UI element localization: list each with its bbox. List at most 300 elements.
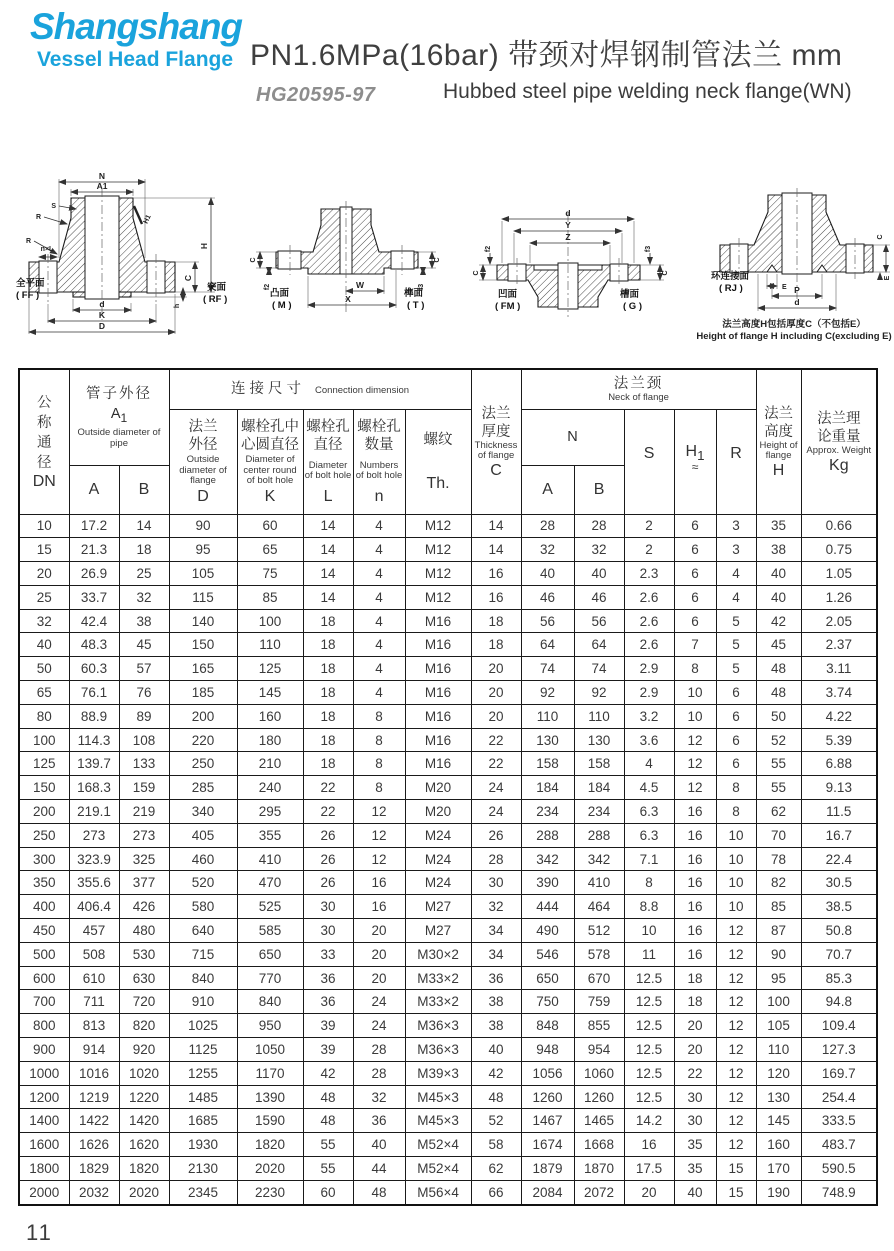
table-cell: 450 — [19, 919, 69, 943]
table-cell: 74 — [521, 657, 574, 681]
table-cell: 6 — [716, 704, 756, 728]
table-cell: 10 — [624, 919, 674, 943]
col-header-s: S — [624, 409, 674, 514]
table-cell: 580 — [169, 895, 237, 919]
table-cell: 12 — [353, 800, 405, 824]
table-row — [19, 1085, 877, 1109]
table-row — [19, 895, 877, 919]
table-cell: 90 — [169, 514, 237, 538]
logo-title: Shangshang — [30, 6, 243, 47]
table-cell: 3 — [716, 538, 756, 562]
table-row — [19, 1133, 877, 1157]
table-cell: 1200 — [19, 1085, 69, 1109]
table-cell: 1800 — [19, 1157, 69, 1181]
table-cell: 1260 — [574, 1085, 624, 1109]
table-cell: 285 — [169, 776, 237, 800]
table-cell: 20 — [624, 1180, 674, 1204]
table-cell: 20 — [674, 1014, 716, 1038]
table-cell: 64 — [574, 633, 624, 657]
table-cell: 4.22 — [801, 704, 877, 728]
table-row — [19, 1109, 877, 1133]
table-cell: 50 — [756, 704, 801, 728]
table-cell: 8 — [674, 657, 716, 681]
table-cell: 32 — [574, 538, 624, 562]
table-cell: 350 — [19, 871, 69, 895]
table-cell: 1485 — [169, 1085, 237, 1109]
table-cell: 6 — [674, 585, 716, 609]
table-cell: 48 — [353, 1180, 405, 1204]
table-cell: 15 — [19, 538, 69, 562]
table-cell: 3.11 — [801, 657, 877, 681]
table-cell: 300 — [19, 847, 69, 871]
dim-label-N: N — [98, 171, 106, 181]
table-cell: 10 — [674, 704, 716, 728]
table-cell: 21.3 — [69, 538, 119, 562]
table-cell: 133 — [119, 752, 169, 776]
table-cell: 520 — [169, 871, 237, 895]
table-cell: 12.5 — [624, 1014, 674, 1038]
table-cell: 2.05 — [801, 609, 877, 633]
table-cell: 840 — [169, 966, 237, 990]
table-cell: 22.4 — [801, 847, 877, 871]
table-cell: 2032 — [69, 1180, 119, 1204]
table-cell: 410 — [237, 847, 303, 871]
table-cell: 40 — [756, 585, 801, 609]
table-cell: 100 — [756, 990, 801, 1014]
table-cell: 160 — [756, 1133, 801, 1157]
table-cell: 610 — [69, 966, 119, 990]
table-cell: 14 — [303, 538, 353, 562]
table-cell: 85.3 — [801, 966, 877, 990]
table-cell: 25 — [19, 585, 69, 609]
table-cell: 94.8 — [801, 990, 877, 1014]
table-cell: 3.74 — [801, 681, 877, 705]
table-cell: 76 — [119, 681, 169, 705]
table-cell: 18 — [303, 704, 353, 728]
table-cell: 650 — [237, 942, 303, 966]
face-caption-m: 凸面 — [270, 288, 290, 299]
table-cell: 62 — [471, 1157, 521, 1181]
table-cell: 140 — [169, 609, 237, 633]
table-cell: 14 — [303, 562, 353, 586]
table-cell: 4 — [353, 609, 405, 633]
table-cell: 42 — [303, 1061, 353, 1085]
table-cell: 406.4 — [69, 895, 119, 919]
table-cell: 1260 — [521, 1085, 574, 1109]
col-header-pipe-b: B — [119, 465, 169, 514]
table-cell: 15 — [716, 1180, 756, 1204]
flange-drawing-fm-g — [472, 205, 672, 320]
dim-label-S: S — [51, 203, 56, 210]
table-cell: 1400 — [19, 1109, 69, 1133]
table-cell: 12.5 — [624, 990, 674, 1014]
table-cell: 12 — [716, 1109, 756, 1133]
table-cell: M52×4 — [405, 1133, 471, 1157]
table-cell: M33×2 — [405, 990, 471, 1014]
table-cell: 1829 — [69, 1157, 119, 1181]
col-header-n: 螺栓孔数量 Numbers of bolt hole n — [353, 409, 405, 514]
table-cell: 30 — [471, 871, 521, 895]
face-caption-rf: 突面 — [207, 282, 227, 293]
face-caption-t: 榫面 — [404, 288, 424, 299]
dim-label-A1: A1 — [96, 181, 108, 191]
table-cell: 2084 — [521, 1180, 574, 1204]
table-cell: 100 — [19, 728, 69, 752]
table-cell: 6 — [716, 752, 756, 776]
table-cell: 34 — [471, 919, 521, 943]
table-cell: 512 — [574, 919, 624, 943]
table-cell: 5 — [716, 657, 756, 681]
table-cell: 48.3 — [69, 633, 119, 657]
table-cell: 8 — [624, 871, 674, 895]
table-cell: 12 — [674, 776, 716, 800]
table-cell: 234 — [521, 800, 574, 824]
table-row — [19, 1157, 877, 1181]
table-cell: 70 — [756, 823, 801, 847]
table-cell: 820 — [119, 1014, 169, 1038]
table-cell: 42 — [756, 609, 801, 633]
table-cell: 295 — [237, 800, 303, 824]
table-cell: M12 — [405, 585, 471, 609]
table-cell: 32 — [521, 538, 574, 562]
dim-label-C: C — [877, 234, 884, 240]
table-cell: 58 — [471, 1133, 521, 1157]
table-cell: 700 — [19, 990, 69, 1014]
table-cell: 460 — [169, 847, 237, 871]
table-cell: 40 — [574, 562, 624, 586]
flange-drawing-ff-rf — [15, 170, 250, 342]
table-cell: 4 — [716, 562, 756, 586]
table-cell: 405 — [169, 823, 237, 847]
table-cell: 55 — [756, 776, 801, 800]
table-cell: 250 — [169, 752, 237, 776]
table-cell: 1.05 — [801, 562, 877, 586]
table-cell: 95 — [169, 538, 237, 562]
table-row — [19, 562, 877, 586]
table-cell: 17.5 — [624, 1157, 674, 1181]
table-cell: 954 — [574, 1038, 624, 1062]
table-cell: 1219 — [69, 1085, 119, 1109]
table-cell: 36 — [353, 1109, 405, 1133]
table-cell: 355.6 — [69, 871, 119, 895]
table-cell: M16 — [405, 657, 471, 681]
table-cell: 87 — [756, 919, 801, 943]
table-cell: 76.1 — [69, 681, 119, 705]
table-cell: 630 — [119, 966, 169, 990]
table-row — [19, 538, 877, 562]
table-cell: 16 — [624, 1133, 674, 1157]
table-cell: 14 — [471, 514, 521, 538]
table-cell: M12 — [405, 562, 471, 586]
dim-label-C: C — [183, 274, 193, 282]
table-cell: M24 — [405, 847, 471, 871]
table-cell: 56 — [521, 609, 574, 633]
flange-drawing-rj — [710, 182, 894, 322]
table-cell: M20 — [405, 776, 471, 800]
table-cell: M27 — [405, 895, 471, 919]
face-caption-ff-code: ( FF ) — [16, 290, 40, 301]
face-caption-fm-code: ( FM ) — [495, 301, 521, 312]
table-cell: 8 — [353, 728, 405, 752]
table-cell: 1668 — [574, 1133, 624, 1157]
table-cell: 840 — [237, 990, 303, 1014]
table-cell: 4 — [353, 657, 405, 681]
table-cell: 273 — [119, 823, 169, 847]
table-cell: 2020 — [119, 1180, 169, 1204]
table-row — [19, 514, 877, 538]
col-header-neck-a: A — [521, 465, 574, 514]
table-cell: 158 — [574, 752, 624, 776]
table-cell: 11 — [624, 942, 674, 966]
dim-label-C-right: C — [662, 270, 669, 276]
table-cell: 48 — [756, 657, 801, 681]
table-cell: 44 — [353, 1157, 405, 1181]
table-cell: 390 — [521, 871, 574, 895]
table-cell: 25 — [119, 562, 169, 586]
table-cell: 2.9 — [624, 657, 674, 681]
table-cell: 14 — [119, 514, 169, 538]
col-header-neck: 法兰颈 Neck of flange — [521, 369, 756, 409]
table-cell: 12.5 — [624, 1038, 674, 1062]
table-cell: 60 — [237, 514, 303, 538]
col-header-dn — [19, 369, 69, 514]
table-cell: 16 — [674, 895, 716, 919]
table-cell: 150 — [19, 776, 69, 800]
table-cell: 1056 — [521, 1061, 574, 1085]
table-cell: 52 — [471, 1109, 521, 1133]
table-cell: 26 — [471, 823, 521, 847]
table-cell: 28 — [353, 1038, 405, 1062]
table-cell: M16 — [405, 704, 471, 728]
table-cell: 1626 — [69, 1133, 119, 1157]
table-cell: 3.6 — [624, 728, 674, 752]
table-cell: 16 — [674, 919, 716, 943]
table-cell: 24 — [353, 1014, 405, 1038]
table-cell: 8 — [353, 752, 405, 776]
face-caption-fm: 凹面 — [498, 289, 518, 300]
dim-label-E2: E — [884, 275, 891, 281]
table-cell: 39 — [303, 1014, 353, 1038]
dim-label-D: D — [98, 321, 106, 331]
table-cell: 2.3 — [624, 562, 674, 586]
table-cell: 62 — [756, 800, 801, 824]
table-cell: 60 — [303, 1180, 353, 1204]
table-cell: 20 — [353, 966, 405, 990]
table-cell: 2345 — [169, 1180, 237, 1204]
table-cell: 42.4 — [69, 609, 119, 633]
table-cell: 483.7 — [801, 1133, 877, 1157]
table-cell: 26.9 — [69, 562, 119, 586]
table-cell: 24 — [471, 800, 521, 824]
table-cell: 46 — [574, 585, 624, 609]
table-cell: 2.6 — [624, 585, 674, 609]
table-cell: 66 — [471, 1180, 521, 1204]
dn-label-code: DN — [32, 473, 56, 491]
table-cell: 130 — [521, 728, 574, 752]
table-cell: 85 — [237, 585, 303, 609]
table-cell: 1060 — [574, 1061, 624, 1085]
table-cell: 20 — [19, 562, 69, 586]
table-cell: 1465 — [574, 1109, 624, 1133]
table-cell: 12 — [674, 752, 716, 776]
table-body — [19, 514, 877, 1205]
table-cell: 6 — [716, 728, 756, 752]
table-cell: 159 — [119, 776, 169, 800]
dim-label-H: H — [199, 242, 209, 250]
table-cell: 28 — [521, 514, 574, 538]
table-cell: 10 — [19, 514, 69, 538]
table-cell: 4 — [353, 562, 405, 586]
table-cell: 57 — [119, 657, 169, 681]
dim-label-C-left: C — [473, 270, 480, 276]
table-cell: 200 — [19, 800, 69, 824]
table-cell: 184 — [521, 776, 574, 800]
dim-label-f2: f2 — [485, 245, 492, 253]
face-caption-ff: 全平面 — [16, 278, 45, 289]
table-cell: 18 — [303, 681, 353, 705]
table-cell: 190 — [756, 1180, 801, 1204]
table-cell: 139.7 — [69, 752, 119, 776]
table-cell: 18 — [303, 752, 353, 776]
table-cell: 158 — [521, 752, 574, 776]
dim-label-f2: f2 — [264, 283, 271, 291]
table-cell: 1820 — [237, 1133, 303, 1157]
table-cell: 650 — [521, 966, 574, 990]
table-cell: 5 — [716, 609, 756, 633]
table-row — [19, 1038, 877, 1062]
table-cell: 26 — [303, 871, 353, 895]
table-cell: 26 — [303, 847, 353, 871]
table-cell: 16 — [674, 847, 716, 871]
table-row — [19, 942, 877, 966]
table-cell: 1930 — [169, 1133, 237, 1157]
table-cell: 12 — [716, 990, 756, 1014]
col-header-pipe-a: A — [69, 465, 119, 514]
dim-label-H1: H1 — [142, 213, 153, 225]
flange-drawing-m-t — [248, 195, 448, 330]
table-cell: 480 — [119, 919, 169, 943]
table-cell: 20 — [353, 942, 405, 966]
table-cell: 426 — [119, 895, 169, 919]
table-cell: 1467 — [521, 1109, 574, 1133]
table-cell: 150 — [169, 633, 237, 657]
table-cell: 3.2 — [624, 704, 674, 728]
table-cell: 1620 — [119, 1133, 169, 1157]
table-cell: 16 — [353, 871, 405, 895]
table-cell: 234 — [574, 800, 624, 824]
table-cell: 38 — [756, 538, 801, 562]
table-cell: 32 — [19, 609, 69, 633]
table-cell: 36 — [471, 966, 521, 990]
table-cell: 525 — [237, 895, 303, 919]
table-cell: 800 — [19, 1014, 69, 1038]
table-cell: 8 — [716, 776, 756, 800]
table-cell: 40 — [353, 1133, 405, 1157]
table-cell: 24 — [471, 776, 521, 800]
table-cell: 127.3 — [801, 1038, 877, 1062]
table-cell: 70.7 — [801, 942, 877, 966]
table-cell: 20 — [471, 657, 521, 681]
table-cell: 90 — [756, 942, 801, 966]
face-caption-g: 槽面 — [620, 289, 640, 300]
table-cell: 8.8 — [624, 895, 674, 919]
table-cell: 1879 — [521, 1157, 574, 1181]
table-cell: 55 — [303, 1133, 353, 1157]
table-cell: 120 — [756, 1061, 801, 1085]
table-cell: 33 — [303, 942, 353, 966]
dim-label-K: K — [98, 310, 106, 320]
table-cell: M45×3 — [405, 1085, 471, 1109]
table-cell: 40 — [521, 562, 574, 586]
face-caption-t-code: ( T ) — [407, 300, 425, 311]
table-cell: M39×3 — [405, 1061, 471, 1085]
dim-label-f3: f3 — [418, 283, 425, 291]
table-cell: 920 — [119, 1038, 169, 1062]
table-cell: 50 — [19, 657, 69, 681]
table-row — [19, 681, 877, 705]
table-cell: 35 — [674, 1157, 716, 1181]
table-cell: 590.5 — [801, 1157, 877, 1181]
col-header-connection: 连接尺寸 Connection dimension — [169, 369, 471, 409]
table-cell: 28 — [353, 1061, 405, 1085]
dim-label-C-right: C — [434, 257, 441, 263]
table-cell: 40 — [19, 633, 69, 657]
table-cell: M16 — [405, 609, 471, 633]
table-cell: 4 — [353, 681, 405, 705]
table-cell: 1674 — [521, 1133, 574, 1157]
table-cell: 18 — [303, 633, 353, 657]
table-cell: 55 — [756, 752, 801, 776]
table-cell: 508 — [69, 942, 119, 966]
table-cell: 18 — [303, 728, 353, 752]
table-cell: 1870 — [574, 1157, 624, 1181]
table-row — [19, 1061, 877, 1085]
table-cell: 40 — [674, 1180, 716, 1204]
bolt-hole-left — [278, 251, 301, 269]
table-cell: 1685 — [169, 1109, 237, 1133]
table-cell: 82 — [756, 871, 801, 895]
table-cell: 30 — [303, 919, 353, 943]
table-cell: 2.37 — [801, 633, 877, 657]
table-cell: 323.9 — [69, 847, 119, 871]
table-cell: 4 — [716, 585, 756, 609]
table-cell: 22 — [674, 1061, 716, 1085]
table-cell: 115 — [169, 585, 237, 609]
table-cell: 28 — [471, 847, 521, 871]
table-cell: 1050 — [237, 1038, 303, 1062]
table-cell: 95 — [756, 966, 801, 990]
table-cell: 377 — [119, 871, 169, 895]
table-cell: 78 — [756, 847, 801, 871]
table-cell: 18 — [303, 609, 353, 633]
table-cell: 1590 — [237, 1109, 303, 1133]
table-cell: 168.3 — [69, 776, 119, 800]
table-cell: 36 — [303, 966, 353, 990]
table-cell: 4 — [353, 633, 405, 657]
col-header-k: 螺栓孔中心圆直径 Diameter of center round of bolt hole K — [237, 409, 303, 514]
table-cell: 770 — [237, 966, 303, 990]
table-cell: M45×3 — [405, 1109, 471, 1133]
table-cell: 1220 — [119, 1085, 169, 1109]
table-cell: 48 — [303, 1109, 353, 1133]
table-cell: 16 — [353, 895, 405, 919]
table-cell: 11.5 — [801, 800, 877, 824]
table-cell: 30 — [303, 895, 353, 919]
table-cell: 250 — [19, 823, 69, 847]
table-cell: 288 — [521, 823, 574, 847]
table-cell: 48 — [303, 1085, 353, 1109]
table-row — [19, 609, 877, 633]
